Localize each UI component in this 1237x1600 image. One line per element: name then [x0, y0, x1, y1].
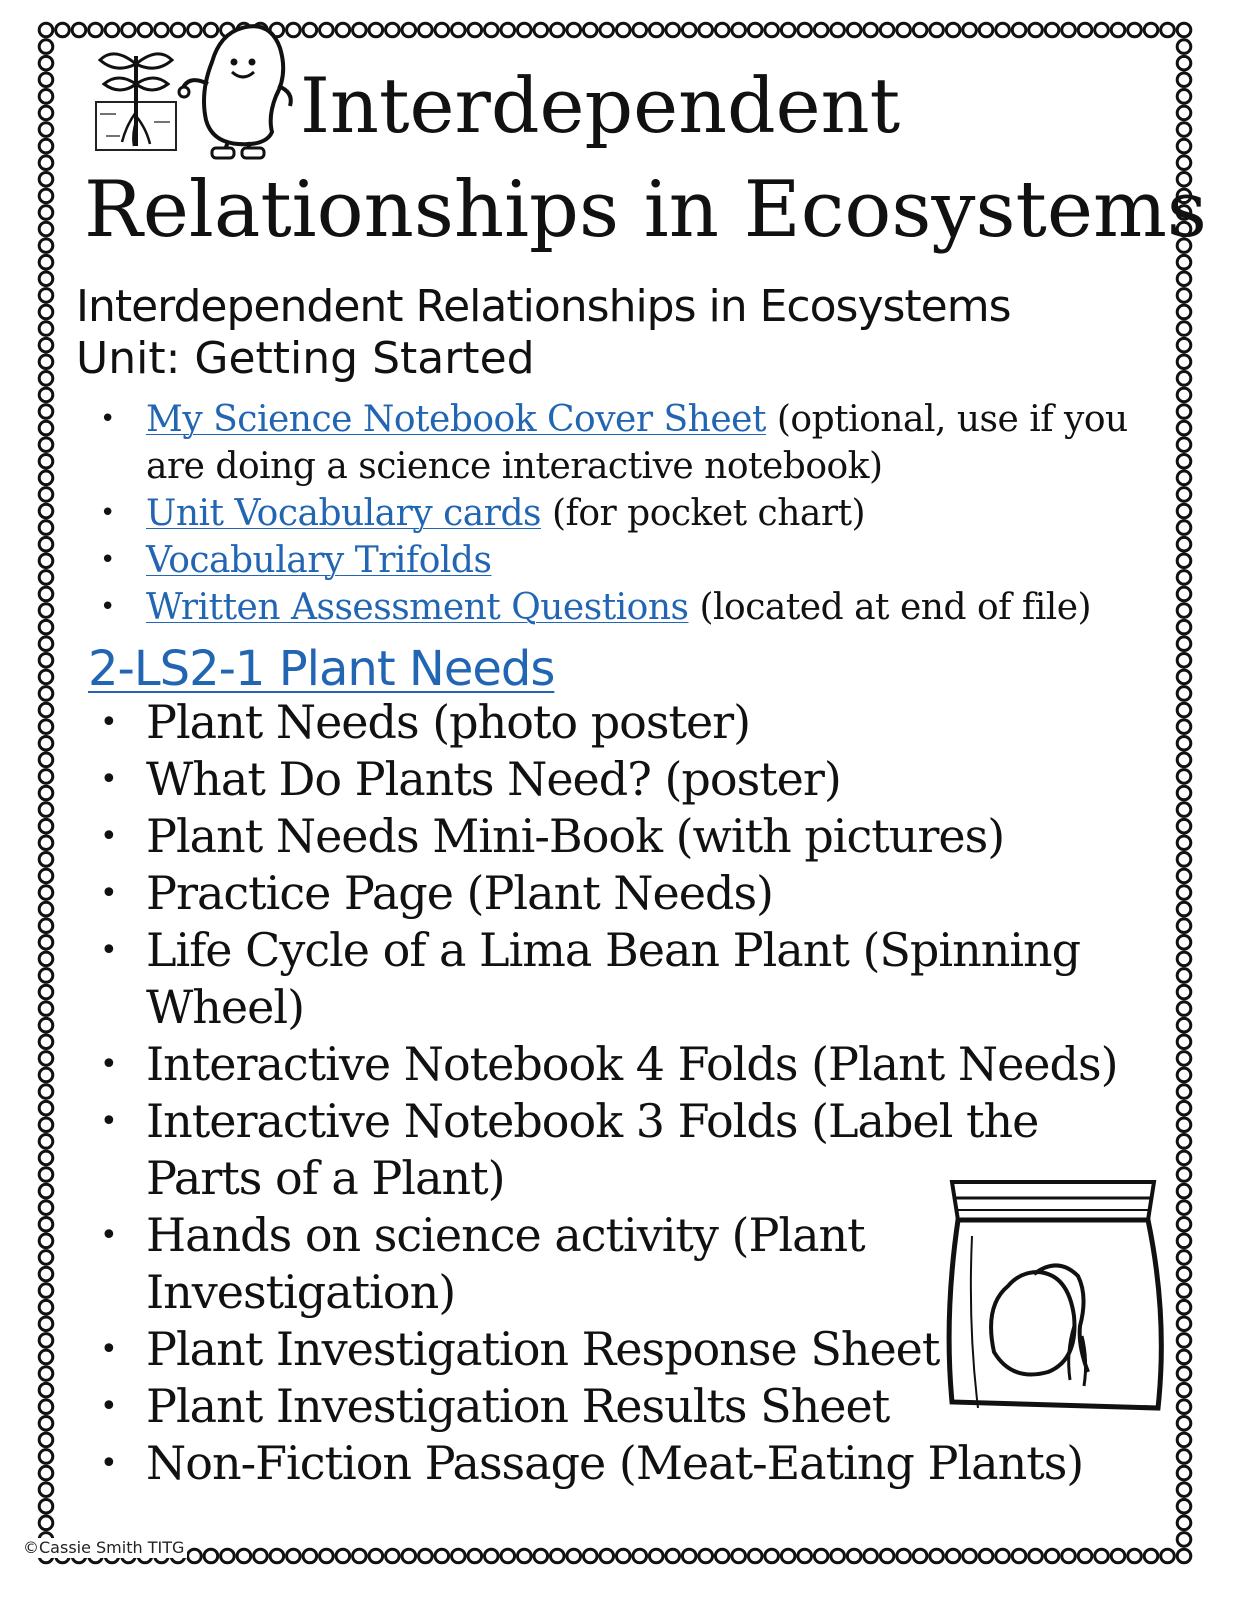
item-note: (for pocket chart): [551, 493, 866, 534]
bullet: •: [100, 1104, 117, 1139]
list-item-text: Plant Investigation Response Sheet: [146, 1322, 940, 1376]
bullet: •: [100, 933, 117, 968]
unit-subheading: Interdependent Relationships in Ecosystems: [76, 281, 1011, 332]
bullet: •: [100, 819, 117, 854]
assessment-questions-link[interactable]: Written Assessment Questions: [146, 587, 689, 628]
bean-character-icon: [176, 22, 302, 160]
list-item: [100, 396, 1150, 490]
list-item: [100, 1093, 1066, 1207]
list-item: [100, 1036, 1146, 1093]
seedling-icon: [94, 42, 178, 154]
bullet: •: [100, 1047, 117, 1082]
bullet: •: [100, 1389, 117, 1424]
bullet: •: [100, 1218, 117, 1253]
list-item: [100, 490, 1150, 537]
list-item-text: Interactive Notebook 4 Folds (Plant Needs): [146, 1037, 1118, 1091]
bullet: •: [100, 404, 115, 434]
unit-subheading-2: Unit: Getting Started: [76, 333, 535, 384]
list-item: [100, 865, 1146, 922]
bullet: •: [100, 545, 115, 575]
list-item-text: What Do Plants Need? (poster): [146, 752, 841, 806]
list-item: [100, 1207, 906, 1321]
item-note: (optional, use if you are doing a science interactive notebook): [146, 399, 1128, 487]
bullet: •: [100, 592, 115, 622]
seed-bag-icon: [938, 1176, 1168, 1416]
list-item-text: Interactive Notebook 3 Folds (Label the Parts of a Plant): [146, 1094, 1039, 1205]
section-heading: [88, 640, 554, 698]
bullet: •: [100, 705, 117, 740]
bullet: •: [100, 1446, 117, 1481]
list-item-text: Plant Needs (photo poster): [146, 695, 751, 749]
copyright-text: ©Cassie Smith TITG: [20, 1538, 187, 1558]
list-item: [100, 808, 1146, 865]
bullet: •: [100, 762, 117, 797]
list-item: [100, 922, 1086, 1036]
list-item: [100, 537, 1150, 584]
list-item: [100, 584, 1150, 631]
bullet: •: [100, 498, 115, 528]
item-note: (located at end of file): [699, 587, 1092, 628]
page-title-line-2: Relationships in Ecosystems: [84, 165, 1207, 255]
list-item-text: Non-Fiction Passage (Meat-Eating Plants): [146, 1436, 1084, 1490]
list-item-text: Practice Page (Plant Needs): [146, 866, 773, 920]
list-item: [100, 1321, 986, 1378]
list-item: [100, 1378, 986, 1435]
list-item-text: Plant Needs Mini-Book (with pictures): [146, 809, 1005, 863]
list-item-text: Plant Investigation Results Sheet: [146, 1379, 890, 1433]
plant-needs-section-link[interactable]: 2-LS2-1 Plant Needs: [88, 641, 555, 697]
vocabulary-trifolds-link[interactable]: Vocabulary Trifolds: [146, 540, 492, 581]
list-item: [100, 694, 1146, 751]
notebook-cover-sheet-link[interactable]: My Science Notebook Cover Sheet: [146, 399, 766, 440]
bullet: •: [100, 876, 117, 911]
page-title-line-1: Interdependent: [300, 61, 901, 150]
list-item: [100, 751, 1146, 808]
list-item-text: Life Cycle of a Lima Bean Plant (Spinning Wheel): [146, 923, 1081, 1034]
bullet: •: [100, 1332, 117, 1367]
vocabulary-cards-link[interactable]: Unit Vocabulary cards: [146, 493, 541, 534]
list-item-text: Hands on science activity (Plant Investigation): [146, 1208, 865, 1319]
getting-started-list: [100, 396, 1150, 631]
list-item: [100, 1435, 1146, 1492]
